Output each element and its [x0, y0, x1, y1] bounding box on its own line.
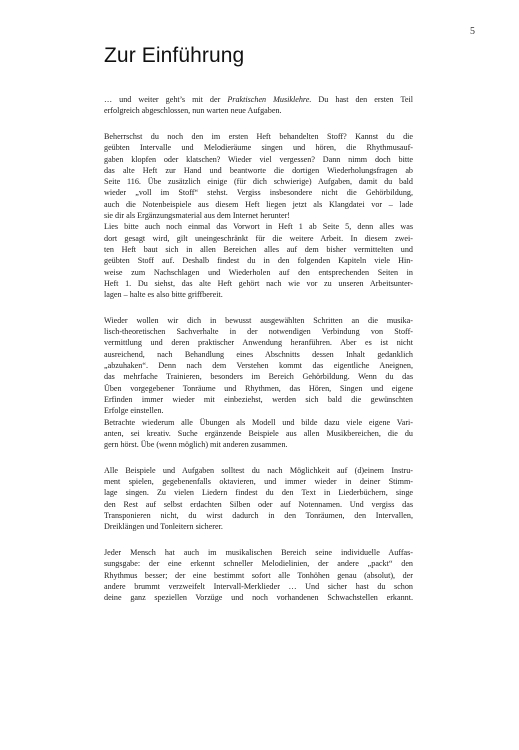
text-line: auch die Notenbeispiele aus diesem Heft liegen jetzt als Klangdatei vor – lade: [104, 199, 413, 209]
text-line: Seite 116. Übe zusätzlich einige (für dich schwierige) Aufgaben, damit du bald: [104, 177, 413, 187]
text-line: weise zum Nachschlagen und Wiederholen auf den entsprechenden Seiten in: [104, 267, 413, 277]
paragraph-exercises: [104, 417, 413, 451]
text-line: Alle Beispiele und Aufgaben solltest du nach Möglichkeit auf (d)einem Instru-: [104, 465, 413, 475]
text-line: lage singen. Zu vielen Liedern findest du den Text in Liederbüchern, singe: [104, 488, 413, 498]
text-line: geübten Stoff auf. Deshalb findest du in den folgenden Kapiteln viele Hin-: [104, 256, 413, 266]
text-line: dort gesagt wird, gilt uneingeschränkt für die weitere Arbeit. In diesem zwei-: [104, 233, 413, 243]
text-line: anten, sei kreativ. Suche ergänzende Beispiele aus allen Musikbereichen, die du: [104, 428, 413, 438]
paragraph-review: [104, 131, 413, 221]
text-line: gern hörst. Übe (wenn möglich) mit anderen zusammen.: [104, 440, 288, 450]
text-line: das alte Heft zur Hand und beantworte die dortigen Wiederholungsfragen ab: [104, 165, 413, 175]
page-number: 5: [470, 26, 475, 37]
text-line: vermittlung und deren praktischer Anwendung heranführen. Aber es ist nicht: [104, 338, 413, 348]
text-line: Heft 1. Du siehst, das alte Heft gehört nach wie vor zu unseren Arbeitsunter-: [104, 278, 413, 288]
text-line: ausreichend, nach Behandlung eines Abschnitts dessen Inhalt gedanklich: [104, 349, 413, 359]
text-line: das mehrfache Trainieren, besonders im Bereich Gehörbildung. Wenn du das: [104, 372, 413, 382]
text-line: Erfolge einstellen.: [104, 406, 164, 416]
intro-line: erfolgreich abgeschlossen, nun warten neue Aufgaben.: [104, 106, 282, 116]
paragraph-individual: [104, 547, 413, 603]
intro-text: … und weiter geht’s mit der: [104, 95, 228, 104]
text-line: lisch-theoretischen Sachverhalte in der notwendigen Verbindung von Stoff-: [104, 327, 413, 337]
intro-text: Du hast den ersten Teil: [311, 95, 413, 104]
intro-line: [104, 94, 413, 105]
book-title: Praktischen Musiklehre.: [227, 95, 312, 104]
text-line: Rhythmus besser; der eine bestimmt sofort alle Tonhöhen genau (absolut), der: [104, 570, 413, 580]
page-title: Zur Einführung: [104, 44, 245, 67]
text-line: andere brummt verzweifelt Intervall-Merklieder … Und sicher hast du schon: [104, 581, 413, 591]
text-line: Dreiklängen und Tonleitern sicherer.: [104, 522, 223, 532]
text-line: den Rest auf selbst erdachten Silben oder auf Notennamen. Und vergiss das: [104, 499, 413, 509]
text-line: gaben klopfen oder klatschen? Wieder viel vergessen? Dann nimm doch bitte: [104, 154, 413, 164]
paragraph-method: [104, 315, 413, 417]
text-line: sungsgabe: der eine erkennt schneller Melodielinien, der andere „packt“ den: [104, 559, 413, 569]
body-text: [104, 94, 413, 603]
text-line: wieder „voll im Stoff“ stehst. Vergiss insbesondere nicht die Gehörbildung,: [104, 188, 413, 198]
text-line: deine ganz speziellen Vorzüge und noch vorhandenen Schwachstellen erkannt.: [104, 593, 413, 603]
text-line: Wieder wollen wir dich in bewusst ausgewählten Schritten an die musika-: [104, 315, 413, 325]
text-line: ten Heft baut sich in allen Bereichen alles auf dem bisher vermittelten und: [104, 244, 413, 254]
text-line: geübten Intervalle und Melodieräume singen und hören, die Rhythmusauf-: [104, 143, 413, 153]
text-line: „abzuhaken“. Denn nach dem Verstehen kommt das eigentliche Aneignen,: [104, 361, 413, 371]
text-line: Betrachte wiederum alle Übungen als Modell und bilde dazu viele eigene Vari-: [104, 417, 413, 427]
paragraph-instrument: [104, 465, 413, 533]
text-line: Erfinden immer wieder mit einbeziehst, werden sich bald die gewünschten: [104, 394, 413, 404]
text-line: Jeder Mensch hat auch im musikalischen Bereich seine individuelle Auffas-: [104, 547, 413, 557]
text-line: Beherrschst du noch den im ersten Heft behandelten Stoff? Kannst du die: [104, 131, 413, 141]
text-line: Lies bitte auch noch einmal das Vorwort in Heft 1 ab Seite 5, denn alles was: [104, 222, 413, 232]
text-line: sie dir als Ergänzungsmaterial aus dem Internet herunter!: [104, 211, 290, 221]
text-line: Transponieren nicht, du wirst dadurch in den Tonräumen, den Intervallen,: [104, 510, 413, 520]
text-line: ment spielen, gegebenenfalls oktavieren, und immer wieder in deiner Stimm-: [104, 477, 413, 487]
paragraph-preface: [104, 221, 413, 300]
intro-paragraph: [104, 94, 413, 117]
text-line: lagen – halte es also bitte griffbereit.: [104, 290, 223, 300]
text-line: Üben vorgegebener Tonräume und Rhythmen, das Hören, Singen und eigene: [104, 383, 413, 393]
